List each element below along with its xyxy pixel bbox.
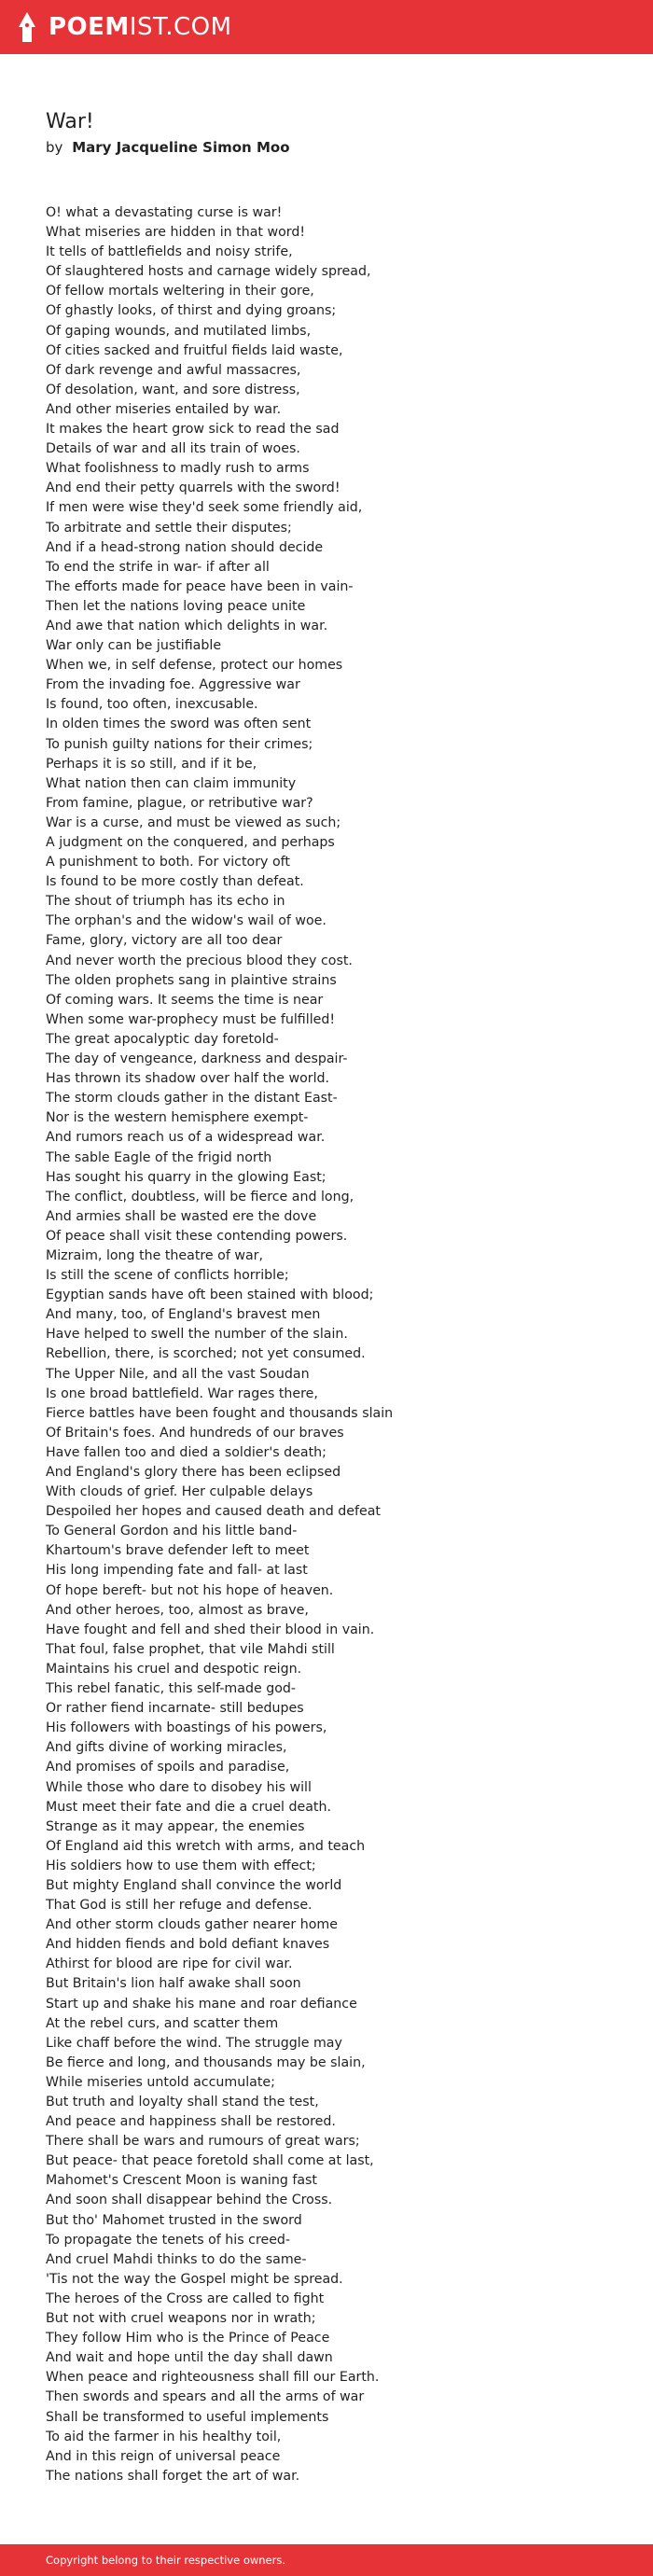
poem-line: Then let the nations loving peace unite <box>46 598 306 614</box>
poem-line: While those who dare to disobey his will <box>46 1779 312 1795</box>
poem-line: This rebel fanatic, this self-made god- <box>46 1681 297 1697</box>
poem-line: What foolishness to madly rush to arms <box>46 461 310 477</box>
poem-line: Then swords and spears and all the arms of war <box>46 2389 365 2405</box>
poem-line: And end their petty quarrels with the sword! <box>46 480 340 496</box>
poem-line: War is a curse, and must be viewed as such; <box>46 815 341 830</box>
poem-line: The Upper Nile, and all the vast Soudan <box>46 1366 310 1382</box>
poem-line: From famine, plague, or retributive war? <box>46 795 313 811</box>
poem-line: But mighty England shall convince the world <box>46 1877 342 1893</box>
poem-line: War only can be justifiable <box>46 638 222 654</box>
poem-line: Have fallen too and died a soldier's death; <box>46 1444 326 1460</box>
copyright-text: Copyright belong to their respective owners. <box>46 2554 286 2567</box>
poem-line: Of cities sacked and fruitful fields laid waste, <box>46 342 343 358</box>
poem-line: And peace and happiness shall be restored. <box>46 2114 336 2130</box>
poem-line: Have helped to swell the number of the slain. <box>46 1327 348 1343</box>
poem-line: The orphan's and the widow's wail of woe. <box>46 913 326 929</box>
poem-line: The storm clouds gather in the distant East- <box>46 1091 338 1107</box>
poem-line: When we, in self defense, protect our homes <box>46 658 343 674</box>
poem-line: If men were wise they'd seek some friendly aid, <box>46 500 363 516</box>
poem-line: To punish guilty nations for their crimes; <box>46 736 313 752</box>
poem-line: In olden times the sword was often sent <box>46 717 312 732</box>
poem-line: When some war-prophecy must be fulfilled! <box>46 1011 336 1027</box>
poem-line: And rumors reach us of a widespread war. <box>46 1130 326 1146</box>
poem-line: From the invading foe. Aggressive war <box>46 677 300 693</box>
poem-line: Of dark revenge and awful massacres, <box>46 362 301 378</box>
poem-line: And cruel Mahdi thinks to do the same- <box>46 2251 307 2267</box>
poem-line: The day of vengeance, darkness and despair- <box>46 1051 348 1067</box>
poem-line: It tells of battlefields and noisy strife, <box>46 244 293 260</box>
poem-line: Of ghastly looks, of thirst and dying groans; <box>46 303 337 319</box>
poem-line: Of gaping wounds, and mutilated limbs, <box>46 323 312 339</box>
poem-line: Fierce battles have been fought and thousands slain <box>46 1405 394 1421</box>
poem-line: And other miseries entailed by war. <box>46 401 282 417</box>
poem-line: When peace and righteousness shall fill our Earth. <box>46 2370 380 2386</box>
poem-line: Rebellion, there, is scorched; not yet consumed. <box>46 1346 366 1362</box>
poem-line: Mahomet's Crescent Moon is waning fast <box>46 2173 317 2189</box>
poem-line: There shall be wars and rumours of great wars; <box>46 2134 360 2150</box>
poem-line: Of hope bereft- but not his hope of heaven. <box>46 1582 334 1598</box>
author-link[interactable]: Mary Jacqueline Simon Moo <box>72 139 290 156</box>
poem-line: Of England aid this wretch with arms, and teach <box>46 1838 366 1854</box>
poem-line: The nations shall forget the art of war. <box>46 2468 300 2484</box>
poem-line: And other storm clouds gather nearer home <box>46 1917 338 1933</box>
poem-line: Has thrown its shadow over half the world. <box>46 1071 330 1087</box>
poem-line: The great apocalyptic day foretold- <box>46 1031 279 1047</box>
poem-line: Like chaff before the wind. The struggle may <box>46 2035 342 2051</box>
poem-line: And awe that nation which delights in war. <box>46 618 328 634</box>
poem-line: To end the strife in war- if after all <box>46 559 270 575</box>
poem-line: And England's glory there has been eclipsed <box>46 1465 341 1480</box>
poem-line: They follow Him who is the Prince of Peace <box>46 2331 330 2346</box>
poem-title: War! <box>46 110 94 133</box>
poem-line: And promises of spoils and paradise, <box>46 1760 290 1775</box>
poem-line: A punishment to both. For victory oft <box>46 855 290 870</box>
poem-line: A judgment on the conquered, and perhaps <box>46 835 335 850</box>
poem-line: Perhaps it is so still, and if it be, <box>46 756 257 772</box>
poem-line: Start up and shake his mane and roar defiance <box>46 1996 357 2012</box>
poem-line: But not with cruel weapons nor in wrath; <box>46 2311 316 2327</box>
poem-line: Of coming wars. It seems the time is near <box>46 992 324 1008</box>
poem-line: To propagate the tenets of his creed- <box>46 2232 291 2248</box>
poem-line: The efforts made for peace have been in vain- <box>46 578 354 594</box>
poem-line: Khartoum's brave defender left to meet <box>46 1543 310 1559</box>
poem-line: And armies shall be wasted ere the dove <box>46 1208 317 1224</box>
poem-line: The olden prophets sang in plaintive strains <box>46 972 337 988</box>
poem-line: And wait and hope until the day shall dawn <box>46 2350 333 2366</box>
poem-line: Egyptian sands have oft been stained with blood; <box>46 1288 374 1303</box>
poem-line: The shout of triumph has its echo in <box>46 894 285 910</box>
poem-line: His soldiers how to use them with effect; <box>46 1858 316 1873</box>
poem-line: The heroes of the Cross are called to fight <box>46 2291 325 2306</box>
poem-line: Maintains his cruel and despotic reign. <box>46 1661 302 1677</box>
poem-line: Nor is the western hemisphere exempt- <box>46 1110 309 1126</box>
poem-line: And hidden fiends and bold defiant knaves <box>46 1937 330 1953</box>
poem-line: But truth and loyalty shall stand the test, <box>46 2095 319 2110</box>
poem-line: The conflict, doubtless, will be fierce and long, <box>46 1189 354 1204</box>
poem-line: But Britain's lion half awake shall soon <box>46 1976 301 1992</box>
poem-line: But tho' Mahomet trusted in the sword <box>46 2212 302 2228</box>
poem-line: His followers with boastings of his powers, <box>46 1720 327 1736</box>
poem-line: Is one broad battlefield. War rages there, <box>46 1385 318 1401</box>
poem-line: Of slaughtered hosts and carnage widely spread, <box>46 264 371 280</box>
poem-line: Have fought and fell and shed their blood in vain. <box>46 1622 375 1637</box>
poem-line: And if a head-strong nation should decide <box>46 539 324 555</box>
site-logo[interactable] <box>17 11 232 43</box>
poem-line: What miseries are hidden in that word! <box>46 225 306 241</box>
poem-line: O! what a devastating curse is war! <box>46 205 283 220</box>
poem-line: And gifts divine of working miracles, <box>46 1740 287 1756</box>
poem-line: Is found to be more costly than defeat. <box>46 874 304 890</box>
poem-line: To General Gordon and his little band- <box>46 1524 298 1539</box>
site-footer <box>0 2544 653 2576</box>
poem-line: It makes the heart grow sick to read the sad <box>46 422 340 438</box>
poem-line: 'Tis not the way the Gospel might be spread. <box>46 2271 343 2287</box>
logo-text <box>49 15 232 39</box>
site-header <box>0 0 653 54</box>
poem-line: Must meet their fate and die a cruel death. <box>46 1799 331 1815</box>
poem-line: Or rather fiend incarnate- still bedupes <box>46 1701 304 1717</box>
poem-line: Fame, glory, victory are all too dear <box>46 933 283 949</box>
poem-line: And many, too, of England's bravest men <box>46 1307 321 1323</box>
poem-line: Of Britain's foes. And hundreds of our braves <box>46 1425 344 1441</box>
poem-line: And other heroes, too, almost as brave, <box>46 1602 309 1618</box>
logo-text-light: IST.COM <box>129 13 232 41</box>
poem-line: Athirst for blood are ripe for civil war. <box>46 1956 293 1972</box>
poem-line: And never worth the precious blood they cost. <box>46 953 353 968</box>
poem-line: At the rebel curs, and scatter them <box>46 2015 279 2031</box>
poem-body <box>46 203 624 2486</box>
poem-line: Details of war and all its train of woes. <box>46 441 300 457</box>
poem-line: Despoiled her hopes and caused death and defeat <box>46 1504 381 1520</box>
poem-line: While miseries untold accumulate; <box>46 2074 275 2090</box>
pen-nib-icon <box>17 12 37 42</box>
logo-text-strong: POEM <box>49 13 130 41</box>
poem-line: That God is still her refuge and defense. <box>46 1898 313 1914</box>
poem-line: To arbitrate and settle their disputes; <box>46 520 292 536</box>
poem-line: His long impending fate and fall- at last <box>46 1563 308 1579</box>
poem-line: What nation then can claim immunity <box>46 775 297 791</box>
poem-line: The sable Eagle of the frigid north <box>46 1149 272 1165</box>
poem-line: Of desolation, want, and sore distress, <box>46 382 300 397</box>
poem-line: With clouds of grief. Her culpable delays <box>46 1484 313 1500</box>
poem-line: Is found, too often, inexcusable. <box>46 697 258 713</box>
poem-byline <box>46 139 290 156</box>
poem-line: And in this reign of universal peace <box>46 2448 281 2464</box>
poem-line: And soon shall disappear behind the Cross. <box>46 2193 333 2208</box>
poem-line: Is still the scene of conflicts horrible; <box>46 1268 289 1284</box>
poem-line: But peace- that peace foretold shall come at last, <box>46 2153 374 2169</box>
by-label: by <box>46 139 63 156</box>
poem-line: Strange as it may appear, the enemies <box>46 1818 305 1834</box>
poem-line: Of peace shall visit these contending powers. <box>46 1228 348 1244</box>
poem-line: Mizraim, long the theatre of war, <box>46 1247 263 1263</box>
poem-line: To aid the farmer in his healthy toil, <box>46 2429 282 2444</box>
poem-line: Of fellow mortals weltering in their gore, <box>46 284 314 299</box>
poem-line: Shall be transformed to useful implements <box>46 2409 329 2425</box>
poem-line: Be fierce and long, and thousands may be slain, <box>46 2054 366 2070</box>
poem-line: That foul, false prophet, that vile Mahdi still <box>46 1641 335 1657</box>
poem-line: Has sought his quarry in the glowing East; <box>46 1169 326 1185</box>
